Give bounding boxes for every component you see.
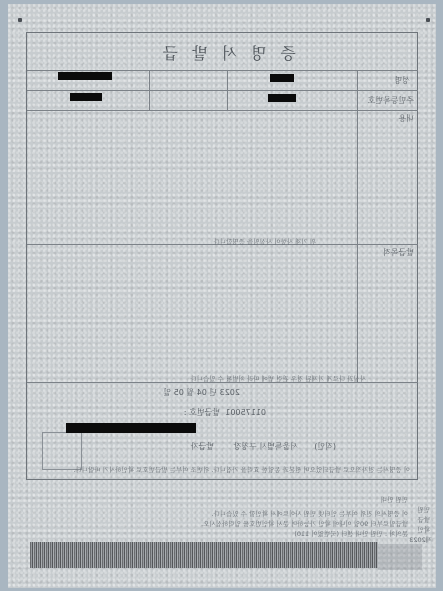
label-content: 내용 xyxy=(398,114,414,123)
issuer-label: 발급자 xyxy=(190,442,214,451)
document-title: 증명서발급 xyxy=(148,44,296,63)
side-stamp-line-3: 확인 xyxy=(417,526,430,534)
column-line xyxy=(357,70,358,110)
issue-number-label: 발급번호 : xyxy=(183,408,220,417)
seal-label: (직인) xyxy=(314,442,336,451)
corner-mark-top-right xyxy=(18,18,22,22)
issue-date: 2023 년 04 월 05 일 xyxy=(163,388,240,397)
label-id-number: 주민등록번호 xyxy=(367,96,414,105)
bottom-note-3: 문의처 : 민원 안내 센터 (국번없이 110) xyxy=(294,530,408,538)
redaction-bar-short-2 xyxy=(268,94,296,102)
section-caption-1: 위 기재 사항이 사실임을 증명합니다 xyxy=(213,238,316,246)
column-line xyxy=(227,70,228,110)
row-line xyxy=(27,70,418,71)
bottom-note-1: 이 증명서의 진위 여부는 인터넷 민원 사이트에서 확인할 수 있습니다. xyxy=(211,510,408,518)
bottom-note-2: 발급일로부터 90일 이내에 확인 가능하며 문서 확인번호를 입력하십시오. xyxy=(201,520,408,528)
row-line xyxy=(27,110,418,111)
redaction-bar-name xyxy=(58,72,112,80)
scanned-document-page xyxy=(8,4,436,588)
section-caption-2: 사실과 다르게 기재된 경우 관련 법에 따라 처벌될 수 있습니다 xyxy=(190,375,366,383)
row-line xyxy=(27,90,418,91)
side-stamp-line-4: 제2023 xyxy=(409,536,432,544)
column-line xyxy=(149,70,150,110)
mirrored-document-content xyxy=(8,4,436,588)
corner-stamp-block xyxy=(378,544,422,570)
bottom-header: 민원 안내 xyxy=(380,496,408,504)
label-name: 성명 xyxy=(394,76,410,85)
side-stamp-line-1: 민원 xyxy=(417,506,430,514)
side-stamp-line-2: 발급 xyxy=(417,516,430,524)
redaction-bar-issuer xyxy=(66,423,196,433)
redaction-bar-short-1 xyxy=(270,74,294,82)
label-purpose: 발급목적 xyxy=(383,248,414,257)
content-column-line xyxy=(357,110,358,382)
official-seal-box xyxy=(42,432,82,470)
issuer-name: 서울특별시 구청장 xyxy=(233,442,298,451)
footer-notice: 이 증명서는 전자적으로 발급되었으며 원본과 동일한 효력을 가집니다. 위변조 여부는 발급번호로 확인하시기 바랍니다. xyxy=(73,466,410,474)
issue-number: 01175001 xyxy=(225,408,266,417)
scan-noise-strip xyxy=(30,542,378,568)
corner-mark-top-left xyxy=(426,18,430,22)
redaction-bar-id xyxy=(70,93,102,101)
